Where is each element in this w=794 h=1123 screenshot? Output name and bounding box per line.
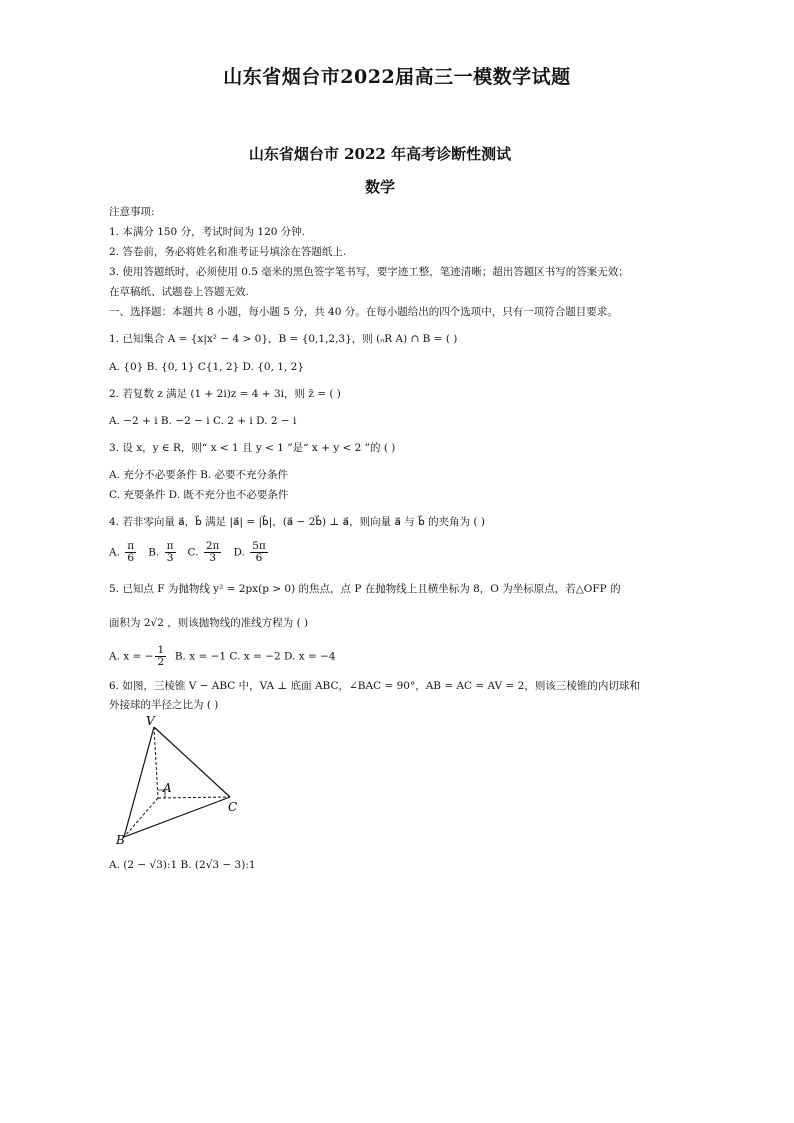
option-a-fraction: $\frac{1}{2}$ xyxy=(157,644,165,668)
option-a-prefix: A. x = − xyxy=(109,650,154,663)
section-intro: 一、选择题：本题共 8 小题，每小题 5 分，共 40 分。在每小题给出的四个选项中，只有一项符合题目要求。 xyxy=(109,306,618,318)
question-1-options: A. {0} B. {0, 1} C{1, 2} D. {0, 1, 2} xyxy=(109,361,305,373)
question-6-stem-cont: 外接球的半径之比为 ( ) xyxy=(109,699,219,711)
option-rest: B. x = −1 C. x = −2 D. x = −4 xyxy=(174,650,336,663)
notice-item-1: 1. 本满分 150 分，考试时间为 120 分钟. xyxy=(109,226,306,238)
vertex-label-v: V xyxy=(146,714,155,728)
option-a-label: A. xyxy=(109,546,120,559)
question-3-options-cd: C. 充要条件 D. 既不充分也不必要条件 xyxy=(109,489,289,501)
notice-heading: 注意事项: xyxy=(109,206,155,218)
notice-item-3-cont: 在草稿纸、试题卷上答题无效. xyxy=(109,286,249,298)
option-b-label: B. xyxy=(148,546,160,559)
question-4-options xyxy=(109,541,270,564)
vertex-label-a: A xyxy=(163,781,172,795)
option-d-label: D. xyxy=(233,546,245,559)
option-c-label: C. xyxy=(187,546,199,559)
notice-item-3: 3. 使用答题纸时，必须使用 0.5 毫米的黑色签字笔书写，要字迹工整，笔迹清晰；超出答题区书写的答案无效； xyxy=(109,266,629,278)
option-a-fraction: $\frac{\pi}{6}$ xyxy=(127,540,135,564)
question-4-stem: 4. 若非零向量 a⃗，b⃗ 满足 |a⃗| = |b⃗|，(a⃗ − 2b⃗) ⊥ a⃗，则向量 a⃗ 与 b⃗ 的夹角为 ( ) xyxy=(109,516,485,528)
option-c-fraction: $\frac{2\pi}{3}$ xyxy=(205,540,220,564)
pyramid-figure xyxy=(112,712,252,847)
question-6-stem: 6. 如图，三棱锥 V − ABC 中，VA ⊥ 底面 ABC，∠BAC = 90°，AB = AC = AV = 2，则该三棱锥的内切球和 xyxy=(109,680,640,692)
question-5-stem: 5. 已知点 F 为抛物线 y² = 2px(p > 0) 的焦点，点 P 在抛物线上且横坐标为 8，O 为坐标原点，若△OFP 的 xyxy=(109,583,621,595)
notice-item-2: 2. 答卷前，务必将姓名和准考证号填涂在答题纸上. xyxy=(109,246,347,258)
question-5-options xyxy=(109,645,336,668)
exam-subtitle: 山东省烟台市 2022 年高考诊断性测试 xyxy=(248,145,512,163)
exam-subject: 数学 xyxy=(364,178,395,196)
option-b-fraction: $\frac{\pi}{3}$ xyxy=(166,540,174,564)
question-2-stem: 2. 若复数 z 满足 (1 + 2i)z = 4 + 3i，则 z̄ = ( ) xyxy=(109,388,341,400)
question-2-options: A. −2 + i B. −2 − i C. 2 + i D. 2 − i xyxy=(109,415,297,427)
question-6-options: A. (2 − √3):1 B. (2√3 − 3):1 xyxy=(109,859,256,871)
vertex-label-c: C xyxy=(228,800,238,814)
question-3-stem: 3. 设 x，y ∈ R，则“ x < 1 且 y < 1 ”是“ x + y < 2 ”的 ( ) xyxy=(109,442,396,454)
document-title: 山东省烟台市2022届高三一模数学试题 xyxy=(223,66,571,88)
question-5-stem-cont: 面积为 2√2 ，则该抛物线的准线方程为 ( ) xyxy=(109,617,309,629)
option-d-fraction: $\frac{5\pi}{6}$ xyxy=(252,540,266,564)
vertex-label-b: B xyxy=(116,833,125,847)
question-3-options-ab: A. 充分不必要条件 B. 必要不充分条件 xyxy=(109,469,288,481)
question-1-stem: 1. 已知集合 A = {x|x² − 4 > 0}，B = {0,1,2,3}，则 (ₒR A) ∩ B = ( ) xyxy=(109,333,458,345)
